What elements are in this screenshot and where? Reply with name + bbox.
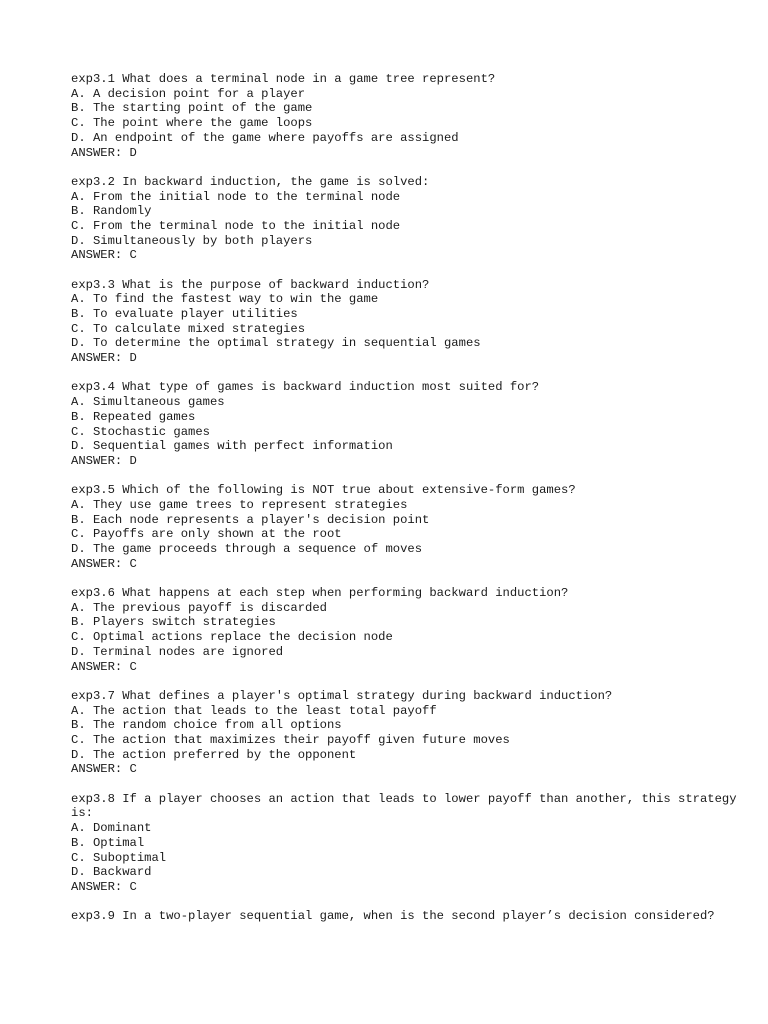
answer-option: B. Optimal: [71, 835, 145, 850]
question-block: [71, 175, 751, 263]
answer-option: C. To calculate mixed strategies: [71, 321, 306, 336]
answer-key: ANSWER: D: [71, 453, 137, 468]
answer-option: B. To evaluate player utilities: [71, 307, 298, 322]
question-prompt: exp3.6 What happens at each step when performing backward induction?: [71, 586, 569, 601]
answer-option: C. Suboptimal: [71, 850, 167, 865]
answer-key: ANSWER: C: [71, 556, 137, 571]
question-prompt: exp3.4 What type of games is backward induction most suited for?: [71, 380, 540, 395]
answer-option: C. Payoffs are only shown at the root: [71, 527, 342, 542]
question-block: [71, 689, 751, 777]
answer-key: ANSWER: D: [71, 145, 137, 160]
answer-key: ANSWER: C: [71, 248, 137, 263]
answer-option: B. Repeated games: [71, 409, 196, 424]
answer-option: C. From the terminal node to the initial node: [71, 218, 401, 233]
answer-option: A. A decision point for a player: [71, 86, 306, 101]
answer-option: D. To determine the optimal strategy in sequential games: [71, 336, 481, 351]
question-block: [71, 278, 751, 366]
answer-option: C. The action that maximizes their payoff given future moves: [71, 732, 510, 747]
question-prompt: exp3.5 Which of the following is NOT true about extensive-form games?: [71, 483, 576, 498]
answer-option: A. To find the fastest way to win the game: [71, 292, 379, 307]
question-prompt: exp3.7 What defines a player's optimal strategy during backward induction?: [71, 688, 613, 703]
answer-key: ANSWER: C: [71, 762, 137, 777]
answer-key: ANSWER: C: [71, 659, 137, 674]
answer-option: A. Dominant: [71, 821, 152, 836]
answer-option: B. Each node represents a player's decision point: [71, 512, 430, 527]
question-block: [71, 483, 751, 571]
answer-option: D. Simultaneously by both players: [71, 233, 313, 248]
question-block: [71, 586, 751, 674]
answer-option: D. Sequential games with perfect information: [71, 439, 393, 454]
answer-option: B. The starting point of the game: [71, 101, 313, 116]
answer-key: ANSWER: C: [71, 879, 137, 894]
document-page: [71, 72, 751, 939]
question-prompt: exp3.1 What does a terminal node in a game tree represent?: [71, 72, 496, 86]
question-block: [71, 72, 751, 160]
question-prompt: exp3.9 In a two-player sequential game, when is the second player’s decision considered?: [71, 909, 715, 924]
question-block: [71, 792, 751, 895]
answer-option: C. Optimal actions replace the decision node: [71, 630, 393, 645]
answer-option: B. The random choice from all options: [71, 718, 342, 733]
answer-option: A. The action that leads to the least total payoff: [71, 703, 437, 718]
answer-option: A. They use game trees to represent strategies: [71, 497, 408, 512]
question-block: [71, 380, 751, 468]
answer-option: D. Terminal nodes are ignored: [71, 644, 284, 659]
answer-option: A. Simultaneous games: [71, 395, 225, 410]
question-block: [71, 909, 751, 924]
answer-option: D. Backward: [71, 865, 152, 880]
answer-option: A. The previous payoff is discarded: [71, 600, 327, 615]
answer-key: ANSWER: D: [71, 351, 137, 366]
answer-option: D. The action preferred by the opponent: [71, 747, 357, 762]
answer-option: D. An endpoint of the game where payoffs are assigned: [71, 130, 459, 145]
answer-option: D. The game proceeds through a sequence of moves: [71, 542, 423, 557]
answer-option: C. The point where the game loops: [71, 116, 313, 131]
question-prompt: exp3.3 What is the purpose of backward induction?: [71, 277, 430, 292]
answer-option: C. Stochastic games: [71, 424, 210, 439]
question-prompt: exp3.2 In backward induction, the game is solved:: [71, 174, 430, 189]
answer-option: B. Randomly: [71, 204, 152, 219]
question-prompt: exp3.8 If a player chooses an action that leads to lower payoff than another, this strategy is:: [71, 791, 744, 821]
answer-option: B. Players switch strategies: [71, 615, 276, 630]
answer-option: A. From the initial node to the terminal node: [71, 189, 401, 204]
